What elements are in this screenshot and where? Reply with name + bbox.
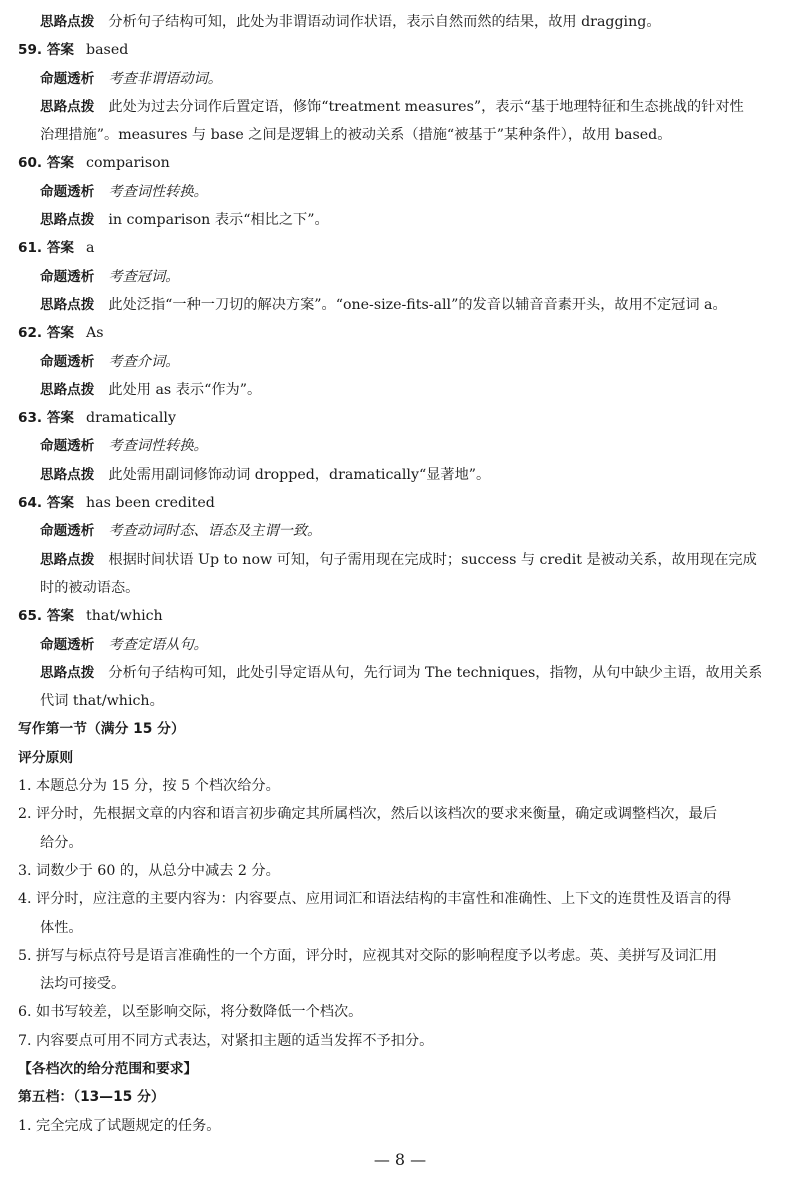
hint-line [18,546,786,574]
principle-item: 1. 本题总分为 15 分，按 5 个档次给分。 [18,778,280,795]
hint-line [18,376,786,404]
point-text: 考查定语从句。 [108,636,208,653]
answer-line [18,319,786,347]
answer-number: 60. 答案 [18,155,75,172]
point-line [18,432,786,460]
principle-item: 4. 评分时，应注意的主要内容为：内容要点、应用词汇和语法结构的丰富性和准确性、上下文的连贯性及语言的得 [18,891,732,908]
hint-continuation: 代词 that/which。 [40,693,164,710]
principle-item: 5. 拼写与标点符号是语言准确性的一个方面，评分时，应视其对交际的影响程度予以考虑。英、美拼写及词汇用 [18,947,718,964]
principle-item: 6. 如书写较差，以至影响交际，将分数降低一个档次。 [18,1004,363,1021]
answer-line [18,602,786,630]
hint-label: 思路点拨 [40,98,95,115]
point-label: 命题透析 [40,353,95,370]
hint-label: 思路点拨 [40,212,95,229]
point-line [18,631,786,659]
hint-label: 思路点拨 [40,381,95,398]
point-line [18,263,786,291]
answer-number: 62. 答案 [18,325,75,342]
hint-line [18,93,786,121]
hint-text: 此处需用副词修饰动词 dropped，dramatically“显著地”。 [108,466,491,483]
hint-text: 分析句子结构可知，此处引导定语从句，先行词为 The techniques，指物，从句中缺少主语，故用关系 [108,664,763,681]
level5-title: 第五档：（13—15 分） [18,1089,165,1106]
principles-list [18,772,786,1055]
hint-continuation: 治理措施”。measures 与 base 之间是逻辑上的被动关系（措施“被基于”某种条件），故用 based。 [40,127,672,144]
point-line [18,517,786,545]
levels-title: 【各档次的给分范围和要求】 [18,1060,198,1077]
answer-value: As [86,325,104,342]
answer-key-page [18,8,786,1140]
answer-items [18,36,786,715]
hint-text: 此处为过去分词作后置定语，修饰“treatment measures”，表示“基于地理特征和生态挑战的针对性 [108,98,744,115]
point-label: 命题透析 [40,70,95,87]
principle-continuation: 给分。 [40,834,83,851]
point-text: 考查非谓语动词。 [108,70,222,87]
hint-line [18,8,786,36]
level5-list [18,1112,786,1140]
hint-label: 思路点拨 [40,296,95,313]
principle-continuation: 体性。 [40,919,83,936]
answer-value: dramatically [86,410,176,427]
principle-item: 2. 评分时，先根据文章的内容和语言初步确定其所属档次，然后以该档次的要求来衡量，确定或调整档次，最后 [18,806,718,823]
point-label: 命题透析 [40,183,95,200]
point-line [18,348,786,376]
hint-line [18,291,786,319]
point-text: 考查冠词。 [108,268,180,285]
point-label: 命题透析 [40,636,95,653]
answer-number: 59. 答案 [18,42,75,59]
hint-continuation: 时的被动语态。 [40,579,140,596]
hint-line [18,659,786,687]
answer-line [18,234,786,262]
hint-text: 根据时间状语 Up to now 可知，句子需用现在完成时；success 与 credit 是被动关系，故用现在完成 [108,551,757,568]
principle-continuation: 法均可接受。 [40,976,126,993]
hint-line [18,461,786,489]
point-line [18,178,786,206]
hint-label: 思路点拨 [40,551,95,568]
answer-number: 65. 答案 [18,608,75,625]
answer-item [18,489,786,602]
answer-item [18,319,786,404]
answer-value: comparison [86,155,170,172]
level5-item: 1. 完全完成了试题规定的任务。 [18,1117,221,1134]
hint-label: 思路点拨 [40,14,95,30]
answer-item [18,36,786,149]
hint-text: 此处用 as 表示“作为”。 [108,381,262,398]
hint-label: 思路点拨 [40,466,95,483]
point-text: 考查词性转换。 [108,438,208,455]
point-line [18,65,786,93]
answer-item [18,234,786,319]
answer-line [18,489,786,517]
answer-value: based [86,42,129,59]
answer-value: that/which [86,608,163,625]
answer-line [18,404,786,432]
answer-value: a [86,240,95,257]
point-text: 考查动词时态、语态及主谓一致。 [108,523,322,540]
principle-item: 7. 内容要点可用不同方式表达，对紧扣主题的适当发挥不予扣分。 [18,1032,434,1049]
hint-line [18,206,786,234]
answer-number: 63. 答案 [18,410,75,427]
page-number: — 8 — [373,1150,427,1169]
answer-line [18,149,786,177]
point-label: 命题透析 [40,438,95,455]
answer-number: 61. 答案 [18,240,75,257]
answer-item [18,149,786,234]
point-label: 命题透析 [40,523,95,540]
hint-text: 分析句子结构可知，此处为非谓语动词作状语，表示自然而然的结果，故用 dragging。 [108,14,661,30]
point-text: 考查介词。 [108,353,180,370]
hint-text: 此处泛指“一种一刀切的解决方案”。“one-size-fits-all”的发音以辅音音素开头，故用不定冠词 a。 [108,296,727,313]
principle-item: 3. 词数少于 60 的，从总分中减去 2 分。 [18,862,280,879]
answer-item [18,404,786,489]
answer-line [18,36,786,64]
answer-item [18,602,786,715]
point-text: 考查词性转换。 [108,183,208,200]
principles-title: 评分原则 [18,749,74,766]
hint-text: in comparison 表示“相比之下”。 [108,212,329,229]
writing-section-title: 写作第一节（满分 15 分） [18,721,185,738]
answer-value: has been credited [86,495,215,512]
answer-number: 64. 答案 [18,495,75,512]
hint-label: 思路点拨 [40,664,95,681]
point-label: 命题透析 [40,268,95,285]
